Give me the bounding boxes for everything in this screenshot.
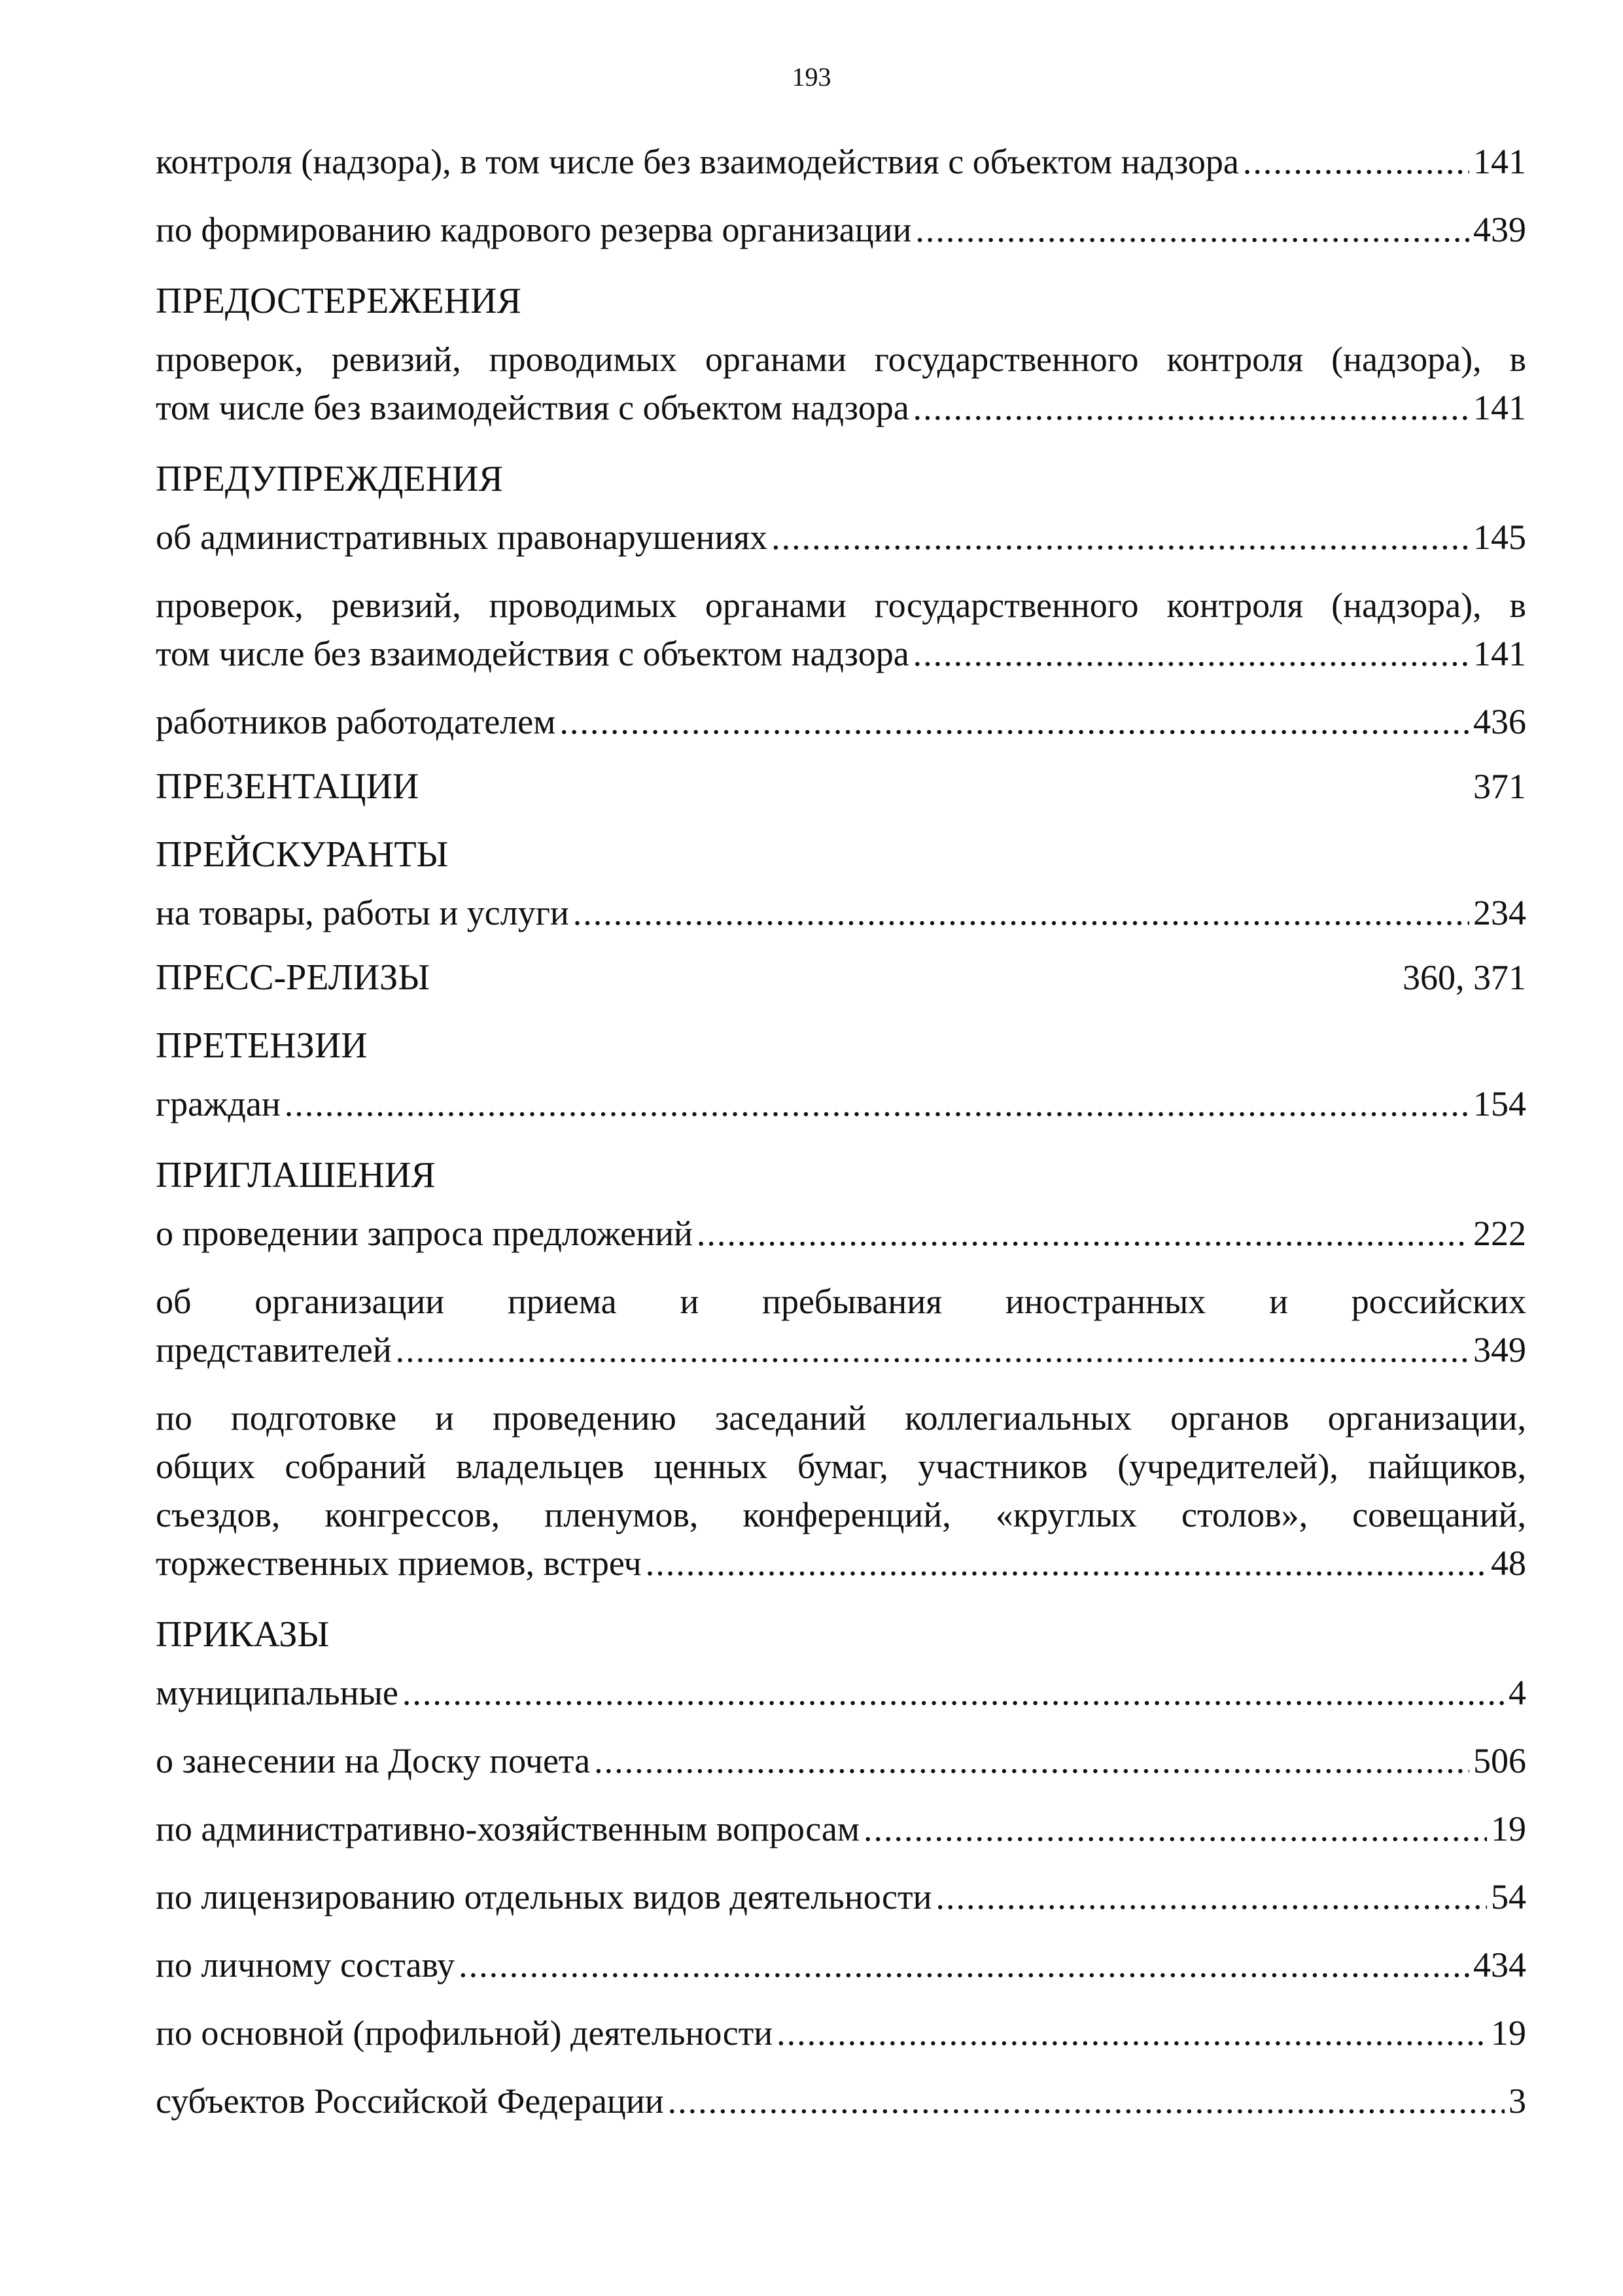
index-entry xyxy=(156,2009,1526,2057)
entry-text: по формированию кадрового резерва организации xyxy=(156,210,912,249)
index-entry xyxy=(156,581,1526,678)
entry-line: проверок, ревизий, проводимых органами государственного контроля (надзора), в xyxy=(156,340,1526,379)
dot-leader xyxy=(646,1539,1487,1587)
dot-leader xyxy=(573,889,1469,937)
dot-leader xyxy=(1243,137,1469,186)
dot-leader xyxy=(594,1737,1469,1785)
index-heading-entry xyxy=(156,766,1526,807)
entry-text: ПРЕСС-РЕЛИЗЫ xyxy=(156,957,430,998)
index-entry xyxy=(156,1394,1526,1587)
index-heading: ПРЕТЕНЗИИ xyxy=(156,1025,368,1066)
entry-line: съездов, конгрессов, пленумов, конференций, «круглых столов», совещаний, xyxy=(156,1495,1526,1534)
entry-line: по подготовке и проведению заседаний коллегиальных органов организации, xyxy=(156,1398,1526,1438)
index-heading: ПРЕЙСКУРАНТЫ xyxy=(156,834,449,875)
entry-text: на товары, работы и услуги xyxy=(156,893,569,932)
entry-page-ref: 141 xyxy=(1473,388,1526,427)
entry-page-ref: 234 xyxy=(1473,893,1526,932)
dot-leader xyxy=(668,2077,1505,2125)
entry-line: общих собраний владельцев ценных бумаг, участников (учредителей), пайщиков, xyxy=(156,1447,1526,1486)
index-entry xyxy=(156,1873,1526,1921)
index-entry xyxy=(156,1277,1526,1374)
entry-page-ref: 222 xyxy=(1473,1214,1526,1253)
entry-page-ref: 436 xyxy=(1473,702,1526,741)
index-heading-entry xyxy=(156,957,1526,998)
index-entry xyxy=(156,1669,1526,1717)
entry-text: муниципальные xyxy=(156,1673,398,1712)
dot-leader xyxy=(936,1873,1488,1921)
entry-page-ref: 371 xyxy=(1473,767,1526,806)
entry-page-ref: 19 xyxy=(1491,1809,1526,1848)
entry-page-ref: 141 xyxy=(1473,142,1526,181)
index-entry xyxy=(156,1737,1526,1785)
entry-text: по лицензированию отдельных видов деятельности xyxy=(156,1877,932,1916)
index-entry xyxy=(156,205,1526,254)
dot-leader xyxy=(559,698,1469,746)
entry-page-ref: 145 xyxy=(1473,518,1526,557)
dot-leader xyxy=(697,1209,1469,1258)
entry-last-line xyxy=(156,1326,1526,1374)
entry-text: том числе без взаимодействия с объектом надзора xyxy=(156,634,909,673)
entry-page-ref: 3 xyxy=(1509,2081,1526,2121)
dot-leader xyxy=(913,629,1469,678)
index-list xyxy=(156,137,1526,2145)
entry-page-ref: 360, 371 xyxy=(1403,958,1526,997)
entry-text: представителей xyxy=(156,1330,392,1369)
dot-leader xyxy=(777,2009,1487,2057)
entry-text: о проведении запроса предложений xyxy=(156,1214,693,1253)
entry-last-line xyxy=(156,383,1526,432)
entry-page-ref: 19 xyxy=(1491,2013,1526,2053)
entry-line: об организации приема и пребывания иностранных и российских xyxy=(156,1282,1526,1321)
dot-leader xyxy=(402,1669,1505,1717)
dot-leader xyxy=(459,1941,1469,1989)
index-entry xyxy=(156,137,1526,186)
entry-text: торжественных приемов, встреч xyxy=(156,1544,642,1583)
index-entry xyxy=(156,2077,1526,2125)
entry-text: граждан xyxy=(156,1084,281,1123)
entry-page-ref: 4 xyxy=(1509,1673,1526,1712)
index-entry xyxy=(156,1805,1526,1853)
index-entry xyxy=(156,513,1526,561)
index-entry xyxy=(156,1941,1526,1989)
entry-page-ref: 54 xyxy=(1491,1877,1526,1916)
entry-text: по основной (профильной) деятельности xyxy=(156,2013,773,2053)
entry-text: контроля (надзора), в том числе без взаимодействия с объектом надзора xyxy=(156,142,1239,181)
dot-leader xyxy=(864,1805,1487,1853)
dot-leader xyxy=(913,383,1469,432)
entry-text: работников работодателем xyxy=(156,702,556,741)
index-heading: ПРИКАЗЫ xyxy=(156,1614,330,1655)
dot-leader xyxy=(771,513,1469,561)
entry-text: том числе без взаимодействия с объектом надзора xyxy=(156,388,909,427)
index-entry xyxy=(156,1080,1526,1128)
index-entry xyxy=(156,335,1526,432)
dot-leader xyxy=(915,205,1469,254)
dot-leader xyxy=(396,1326,1469,1374)
dot-leader xyxy=(285,1080,1469,1128)
entry-page-ref: 439 xyxy=(1473,210,1526,249)
index-entry xyxy=(156,698,1526,746)
entry-page-ref: 154 xyxy=(1473,1084,1526,1123)
entry-text: по административно-хозяйственным вопросам xyxy=(156,1809,860,1848)
entry-page-ref: 506 xyxy=(1473,1741,1526,1780)
index-heading: ПРЕДОСТЕРЕЖЕНИЯ xyxy=(156,281,521,321)
entry-last-line xyxy=(156,1539,1526,1587)
index-entry xyxy=(156,889,1526,937)
index-heading: ПРЕДУПРЕЖДЕНИЯ xyxy=(156,459,503,499)
entry-page-ref: 141 xyxy=(1473,634,1526,673)
entry-text: по личному составу xyxy=(156,1945,455,1985)
entry-text: субъектов Российской Федерации xyxy=(156,2081,664,2121)
entry-page-ref: 48 xyxy=(1491,1544,1526,1583)
entry-text: об административных правонарушениях xyxy=(156,518,768,557)
entry-last-line xyxy=(156,629,1526,678)
entry-line: проверок, ревизий, проводимых органами государственного контроля (надзора), в xyxy=(156,586,1526,625)
entry-page-ref: 434 xyxy=(1473,1945,1526,1985)
page-number: 193 xyxy=(792,62,831,92)
index-heading: ПРИГЛАШЕНИЯ xyxy=(156,1155,436,1195)
entry-page-ref: 349 xyxy=(1473,1330,1526,1369)
index-entry xyxy=(156,1209,1526,1258)
entry-text: ПРЕЗЕНТАЦИИ xyxy=(156,766,419,807)
entry-text: о занесении на Доску почета xyxy=(156,1741,591,1780)
